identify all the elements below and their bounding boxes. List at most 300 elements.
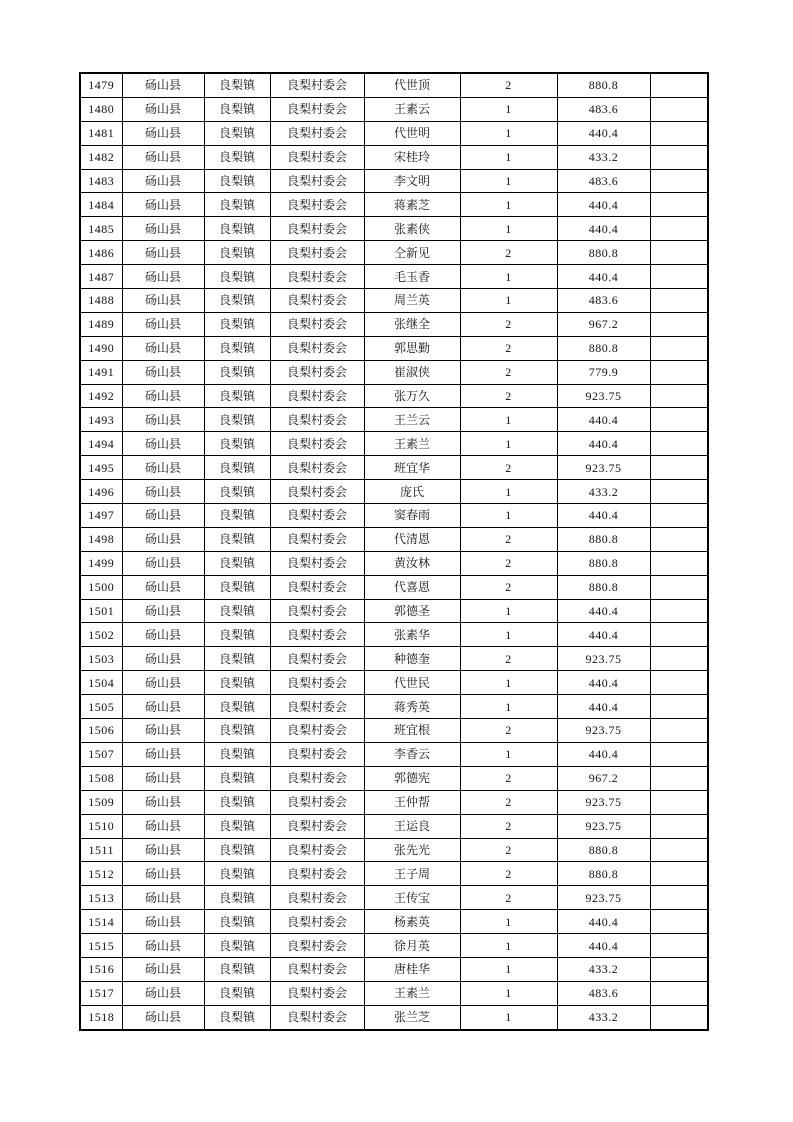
cell-town: 良梨镇 (204, 241, 270, 265)
cell-seq: 1498 (80, 527, 122, 551)
cell-county: 砀山县 (122, 551, 204, 575)
cell-town: 良梨镇 (204, 1005, 270, 1029)
cell-remark (650, 73, 708, 97)
cell-town: 良梨镇 (204, 73, 270, 97)
cell-village: 良梨村委会 (270, 336, 364, 360)
cell-remark (650, 814, 708, 838)
cell-amount: 440.4 (557, 265, 650, 289)
cell-county: 砀山县 (122, 193, 204, 217)
cell-count: 2 (460, 312, 557, 336)
cell-remark (650, 217, 708, 241)
table-row (80, 289, 708, 313)
cell-seq: 1518 (80, 1005, 122, 1029)
table-row (80, 384, 708, 408)
table-row (80, 241, 708, 265)
cell-remark (650, 934, 708, 958)
cell-count: 2 (460, 527, 557, 551)
table-row (80, 432, 708, 456)
cell-amount: 483.6 (557, 169, 650, 193)
cell-village: 良梨村委会 (270, 217, 364, 241)
cell-town: 良梨镇 (204, 169, 270, 193)
cell-village: 良梨村委会 (270, 97, 364, 121)
cell-village: 良梨村委会 (270, 432, 364, 456)
table-row (80, 934, 708, 958)
table-row (80, 336, 708, 360)
cell-town: 良梨镇 (204, 838, 270, 862)
cell-remark (650, 169, 708, 193)
cell-amount: 440.4 (557, 121, 650, 145)
cell-remark (650, 551, 708, 575)
cell-seq: 1505 (80, 695, 122, 719)
cell-amount: 923.75 (557, 384, 650, 408)
cell-village: 良梨村委会 (270, 719, 364, 743)
cell-village: 良梨村委会 (270, 981, 364, 1005)
cell-count: 1 (460, 981, 557, 1005)
cell-county: 砀山县 (122, 862, 204, 886)
cell-village: 良梨村委会 (270, 862, 364, 886)
cell-county: 砀山县 (122, 97, 204, 121)
table-row (80, 145, 708, 169)
cell-count: 1 (460, 169, 557, 193)
cell-village: 良梨村委会 (270, 647, 364, 671)
cell-name: 代清恩 (364, 527, 460, 551)
cell-amount: 433.2 (557, 480, 650, 504)
cell-seq: 1488 (80, 289, 122, 313)
cell-seq: 1497 (80, 504, 122, 528)
cell-remark (650, 121, 708, 145)
cell-remark (650, 910, 708, 934)
cell-name: 张兰芝 (364, 1005, 460, 1029)
table-row (80, 480, 708, 504)
cell-village: 良梨村委会 (270, 265, 364, 289)
cell-count: 2 (460, 360, 557, 384)
cell-village: 良梨村委会 (270, 575, 364, 599)
cell-amount: 433.2 (557, 957, 650, 981)
cell-county: 砀山县 (122, 981, 204, 1005)
cell-town: 良梨镇 (204, 766, 270, 790)
cell-count: 1 (460, 265, 557, 289)
cell-county: 砀山县 (122, 695, 204, 719)
cell-county: 砀山县 (122, 265, 204, 289)
cell-name: 王素兰 (364, 981, 460, 1005)
cell-village: 良梨村委会 (270, 957, 364, 981)
cell-count: 1 (460, 695, 557, 719)
table-row (80, 742, 708, 766)
cell-count: 1 (460, 97, 557, 121)
cell-seq: 1503 (80, 647, 122, 671)
cell-town: 良梨镇 (204, 504, 270, 528)
cell-remark (650, 504, 708, 528)
cell-remark (650, 695, 708, 719)
cell-amount: 440.4 (557, 504, 650, 528)
cell-village: 良梨村委会 (270, 193, 364, 217)
cell-village: 良梨村委会 (270, 289, 364, 313)
cell-count: 1 (460, 742, 557, 766)
cell-name: 崔淑侠 (364, 360, 460, 384)
cell-village: 良梨村委会 (270, 145, 364, 169)
table-row (80, 97, 708, 121)
table-row (80, 838, 708, 862)
cell-village: 良梨村委会 (270, 241, 364, 265)
cell-county: 砀山县 (122, 934, 204, 958)
cell-town: 良梨镇 (204, 934, 270, 958)
cell-count: 2 (460, 719, 557, 743)
cell-town: 良梨镇 (204, 145, 270, 169)
cell-remark (650, 790, 708, 814)
cell-seq: 1495 (80, 456, 122, 480)
cell-amount: 483.6 (557, 981, 650, 1005)
cell-name: 张素侠 (364, 217, 460, 241)
cell-village: 良梨村委会 (270, 742, 364, 766)
cell-name: 黄汝林 (364, 551, 460, 575)
cell-name: 代世民 (364, 671, 460, 695)
cell-seq: 1508 (80, 766, 122, 790)
cell-amount: 483.6 (557, 97, 650, 121)
cell-seq: 1481 (80, 121, 122, 145)
cell-remark (650, 742, 708, 766)
cell-amount: 440.4 (557, 432, 650, 456)
cell-remark (650, 862, 708, 886)
cell-name: 代世明 (364, 121, 460, 145)
cell-village: 良梨村委会 (270, 73, 364, 97)
cell-amount: 440.4 (557, 934, 650, 958)
cell-seq: 1511 (80, 838, 122, 862)
cell-town: 良梨镇 (204, 193, 270, 217)
cell-county: 砀山县 (122, 886, 204, 910)
cell-name: 蒋秀英 (364, 695, 460, 719)
cell-remark (650, 480, 708, 504)
cell-amount: 440.4 (557, 695, 650, 719)
cell-name: 杨素英 (364, 910, 460, 934)
table-row (80, 312, 708, 336)
cell-count: 2 (460, 814, 557, 838)
cell-name: 徐月英 (364, 934, 460, 958)
cell-amount: 880.8 (557, 862, 650, 886)
cell-county: 砀山县 (122, 790, 204, 814)
cell-village: 良梨村委会 (270, 886, 364, 910)
cell-seq: 1506 (80, 719, 122, 743)
cell-town: 良梨镇 (204, 217, 270, 241)
cell-remark (650, 886, 708, 910)
cell-remark (650, 241, 708, 265)
cell-seq: 1484 (80, 193, 122, 217)
cell-seq: 1516 (80, 957, 122, 981)
cell-county: 砀山县 (122, 336, 204, 360)
cell-county: 砀山县 (122, 599, 204, 623)
cell-village: 良梨村委会 (270, 480, 364, 504)
table-row (80, 408, 708, 432)
cell-count: 1 (460, 217, 557, 241)
cell-county: 砀山县 (122, 957, 204, 981)
subsidy-table (79, 72, 709, 1031)
cell-village: 良梨村委会 (270, 456, 364, 480)
cell-town: 良梨镇 (204, 360, 270, 384)
cell-village: 良梨村委会 (270, 838, 364, 862)
cell-name: 李香云 (364, 742, 460, 766)
cell-count: 1 (460, 623, 557, 647)
cell-seq: 1485 (80, 217, 122, 241)
cell-remark (650, 289, 708, 313)
cell-name: 王仲帮 (364, 790, 460, 814)
cell-town: 良梨镇 (204, 862, 270, 886)
cell-amount: 440.4 (557, 742, 650, 766)
cell-name: 郭思勤 (364, 336, 460, 360)
cell-town: 良梨镇 (204, 289, 270, 313)
cell-county: 砀山县 (122, 766, 204, 790)
cell-village: 良梨村委会 (270, 934, 364, 958)
table-row (80, 981, 708, 1005)
cell-amount: 923.75 (557, 456, 650, 480)
cell-amount: 880.8 (557, 241, 650, 265)
cell-amount: 440.4 (557, 671, 650, 695)
cell-remark (650, 647, 708, 671)
cell-town: 良梨镇 (204, 312, 270, 336)
cell-seq: 1501 (80, 599, 122, 623)
cell-seq: 1502 (80, 623, 122, 647)
cell-count: 2 (460, 886, 557, 910)
table-row (80, 456, 708, 480)
cell-amount: 923.75 (557, 886, 650, 910)
cell-village: 良梨村委会 (270, 504, 364, 528)
cell-name: 张万久 (364, 384, 460, 408)
cell-remark (650, 456, 708, 480)
cell-amount: 923.75 (557, 790, 650, 814)
cell-name: 仝新见 (364, 241, 460, 265)
cell-county: 砀山县 (122, 432, 204, 456)
cell-count: 2 (460, 73, 557, 97)
cell-remark (650, 432, 708, 456)
cell-village: 良梨村委会 (270, 766, 364, 790)
cell-count: 1 (460, 193, 557, 217)
cell-town: 良梨镇 (204, 695, 270, 719)
cell-name: 王运良 (364, 814, 460, 838)
cell-count: 1 (460, 1005, 557, 1029)
cell-county: 砀山县 (122, 575, 204, 599)
cell-county: 砀山县 (122, 169, 204, 193)
cell-name: 唐桂华 (364, 957, 460, 981)
cell-count: 2 (460, 336, 557, 360)
cell-town: 良梨镇 (204, 97, 270, 121)
cell-name: 毛玉香 (364, 265, 460, 289)
cell-seq: 1500 (80, 575, 122, 599)
cell-town: 良梨镇 (204, 456, 270, 480)
table-row (80, 790, 708, 814)
cell-name: 张继全 (364, 312, 460, 336)
cell-town: 良梨镇 (204, 886, 270, 910)
cell-village: 良梨村委会 (270, 384, 364, 408)
cell-amount: 880.8 (557, 838, 650, 862)
cell-village: 良梨村委会 (270, 814, 364, 838)
cell-count: 2 (460, 838, 557, 862)
cell-town: 良梨镇 (204, 384, 270, 408)
cell-seq: 1509 (80, 790, 122, 814)
cell-village: 良梨村委会 (270, 599, 364, 623)
cell-amount: 880.8 (557, 575, 650, 599)
cell-name: 郭德圣 (364, 599, 460, 623)
table-row (80, 1005, 708, 1029)
cell-amount: 440.4 (557, 193, 650, 217)
cell-amount: 967.2 (557, 766, 650, 790)
cell-county: 砀山县 (122, 312, 204, 336)
cell-remark (650, 408, 708, 432)
table-row (80, 360, 708, 384)
cell-count: 1 (460, 480, 557, 504)
table-row (80, 193, 708, 217)
cell-name: 代喜恩 (364, 575, 460, 599)
cell-seq: 1515 (80, 934, 122, 958)
cell-amount: 440.4 (557, 217, 650, 241)
cell-name: 班宜根 (364, 719, 460, 743)
table-row (80, 73, 708, 97)
cell-seq: 1491 (80, 360, 122, 384)
cell-county: 砀山县 (122, 289, 204, 313)
cell-count: 1 (460, 599, 557, 623)
cell-county: 砀山县 (122, 456, 204, 480)
cell-town: 良梨镇 (204, 814, 270, 838)
cell-count: 1 (460, 671, 557, 695)
cell-amount: 880.8 (557, 527, 650, 551)
cell-town: 良梨镇 (204, 671, 270, 695)
cell-name: 王传宝 (364, 886, 460, 910)
cell-name: 张素华 (364, 623, 460, 647)
cell-seq: 1517 (80, 981, 122, 1005)
cell-village: 良梨村委会 (270, 312, 364, 336)
cell-town: 良梨镇 (204, 623, 270, 647)
cell-town: 良梨镇 (204, 719, 270, 743)
cell-amount: 483.6 (557, 289, 650, 313)
cell-amount: 440.4 (557, 910, 650, 934)
cell-count: 1 (460, 957, 557, 981)
cell-town: 良梨镇 (204, 480, 270, 504)
table-row (80, 599, 708, 623)
cell-seq: 1492 (80, 384, 122, 408)
cell-village: 良梨村委会 (270, 408, 364, 432)
cell-count: 2 (460, 766, 557, 790)
cell-remark (650, 360, 708, 384)
cell-county: 砀山县 (122, 1005, 204, 1029)
cell-remark (650, 981, 708, 1005)
cell-remark (650, 384, 708, 408)
cell-village: 良梨村委会 (270, 671, 364, 695)
table-row (80, 814, 708, 838)
cell-count: 1 (460, 289, 557, 313)
cell-count: 1 (460, 408, 557, 432)
cell-count: 1 (460, 432, 557, 456)
table-row (80, 265, 708, 289)
table-row (80, 121, 708, 145)
table-row (80, 647, 708, 671)
cell-remark (650, 623, 708, 647)
cell-remark (650, 719, 708, 743)
cell-name: 庞氏 (364, 480, 460, 504)
cell-county: 砀山县 (122, 742, 204, 766)
cell-name: 张先光 (364, 838, 460, 862)
cell-county: 砀山县 (122, 480, 204, 504)
cell-seq: 1480 (80, 97, 122, 121)
cell-name: 宋桂玲 (364, 145, 460, 169)
table-row (80, 862, 708, 886)
table-row (80, 910, 708, 934)
table-row (80, 695, 708, 719)
cell-amount: 779.9 (557, 360, 650, 384)
cell-remark (650, 599, 708, 623)
cell-name: 代世顶 (364, 73, 460, 97)
table-row (80, 217, 708, 241)
cell-remark (650, 527, 708, 551)
cell-county: 砀山县 (122, 527, 204, 551)
cell-remark (650, 575, 708, 599)
cell-amount: 440.4 (557, 623, 650, 647)
table-row (80, 766, 708, 790)
cell-county: 砀山县 (122, 121, 204, 145)
cell-remark (650, 97, 708, 121)
cell-village: 良梨村委会 (270, 551, 364, 575)
cell-county: 砀山县 (122, 838, 204, 862)
cell-amount: 880.8 (557, 336, 650, 360)
cell-amount: 880.8 (557, 551, 650, 575)
cell-name: 周兰英 (364, 289, 460, 313)
cell-town: 良梨镇 (204, 599, 270, 623)
cell-town: 良梨镇 (204, 910, 270, 934)
cell-village: 良梨村委会 (270, 695, 364, 719)
table-row (80, 719, 708, 743)
cell-county: 砀山县 (122, 360, 204, 384)
cell-name: 李文明 (364, 169, 460, 193)
cell-count: 2 (460, 551, 557, 575)
cell-town: 良梨镇 (204, 432, 270, 456)
cell-county: 砀山县 (122, 719, 204, 743)
cell-count: 1 (460, 145, 557, 169)
cell-seq: 1496 (80, 480, 122, 504)
cell-count: 1 (460, 121, 557, 145)
cell-amount: 967.2 (557, 312, 650, 336)
cell-village: 良梨村委会 (270, 360, 364, 384)
cell-remark (650, 671, 708, 695)
cell-amount: 440.4 (557, 408, 650, 432)
cell-name: 种德奎 (364, 647, 460, 671)
cell-amount: 433.2 (557, 145, 650, 169)
table-row (80, 169, 708, 193)
cell-town: 良梨镇 (204, 790, 270, 814)
cell-seq: 1486 (80, 241, 122, 265)
cell-amount: 440.4 (557, 599, 650, 623)
cell-village: 良梨村委会 (270, 169, 364, 193)
cell-count: 2 (460, 647, 557, 671)
cell-county: 砀山县 (122, 647, 204, 671)
cell-amount: 880.8 (557, 73, 650, 97)
cell-seq: 1483 (80, 169, 122, 193)
cell-village: 良梨村委会 (270, 1005, 364, 1029)
cell-name: 王子周 (364, 862, 460, 886)
cell-remark (650, 766, 708, 790)
cell-seq: 1499 (80, 551, 122, 575)
cell-name: 窦春雨 (364, 504, 460, 528)
table-body (80, 73, 708, 1030)
cell-amount: 923.75 (557, 814, 650, 838)
cell-seq: 1507 (80, 742, 122, 766)
cell-seq: 1514 (80, 910, 122, 934)
cell-town: 良梨镇 (204, 957, 270, 981)
cell-count: 2 (460, 790, 557, 814)
cell-county: 砀山县 (122, 814, 204, 838)
cell-town: 良梨镇 (204, 121, 270, 145)
cell-town: 良梨镇 (204, 527, 270, 551)
cell-county: 砀山县 (122, 241, 204, 265)
cell-town: 良梨镇 (204, 265, 270, 289)
table-row (80, 957, 708, 981)
cell-count: 1 (460, 934, 557, 958)
cell-town: 良梨镇 (204, 575, 270, 599)
